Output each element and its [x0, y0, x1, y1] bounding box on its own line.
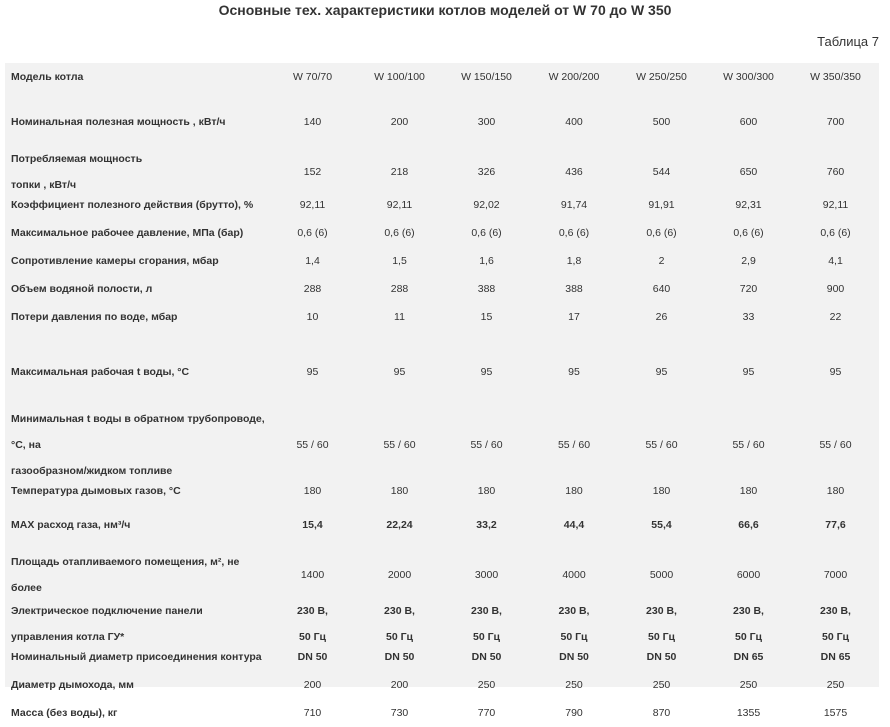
value-cell — [356, 671, 443, 699]
header-model-cell: W 200/200 — [548, 71, 600, 83]
value-cell — [443, 247, 530, 275]
value-line: 300 — [477, 116, 496, 128]
value-cell — [530, 191, 618, 219]
value-line: 55 / 60 — [557, 439, 591, 451]
value-cell — [618, 413, 705, 477]
header-model-cell: W 70/70 — [292, 71, 333, 83]
row-label-cell — [5, 247, 269, 275]
value-line: 66,6 — [738, 519, 759, 531]
row-label-line: °С, на — [11, 439, 41, 451]
row-label-line: Коэффициент полезного действия (брутто), % — [11, 199, 254, 211]
value-line: 55 / 60 — [296, 439, 329, 451]
value-cell — [792, 153, 879, 191]
value-line: DN 50 — [646, 651, 677, 663]
row-label-line: газообразном/жидком топливе — [11, 465, 173, 477]
value-cell — [356, 303, 443, 331]
value-cell — [530, 219, 618, 247]
value-cell — [618, 477, 705, 505]
row-label-line: Максимальное рабочее давление, МПа (бар) — [11, 227, 244, 239]
value-cell — [792, 671, 879, 699]
value-line: 720 — [739, 283, 758, 295]
row-label-line: Электрическое подключение панели — [11, 605, 203, 617]
value-cell — [792, 545, 879, 605]
value-line: 180 — [303, 485, 322, 497]
value-cell — [269, 699, 356, 727]
value-line: 95 — [742, 366, 755, 378]
row-label-cell — [5, 91, 269, 153]
value-line: 230 В, — [820, 605, 851, 617]
table-row — [5, 699, 879, 727]
value-line: 230 В, — [646, 605, 677, 617]
value-cell — [356, 413, 443, 477]
value-cell — [269, 505, 356, 545]
header-model-cell: W 100/100 — [374, 71, 425, 83]
value-cell — [705, 275, 792, 303]
value-cell — [530, 91, 618, 153]
value-line: 7000 — [823, 569, 848, 581]
value-cell — [269, 545, 356, 605]
value-line: 33,2 — [476, 519, 497, 531]
value-cell — [443, 413, 530, 477]
value-line: 650 — [739, 166, 758, 178]
value-cell — [269, 303, 356, 331]
value-cell — [618, 153, 705, 191]
value-line: 600 — [739, 116, 758, 128]
value-line: 140 — [303, 116, 322, 128]
value-line: 33 — [742, 311, 755, 323]
value-cell — [530, 671, 618, 699]
value-cell — [792, 275, 879, 303]
value-cell — [443, 505, 530, 545]
value-line: 0,6 (6) — [733, 227, 764, 239]
value-line: 288 — [303, 283, 322, 295]
row-label-cell — [5, 303, 269, 331]
value-cell — [792, 91, 879, 153]
value-cell — [356, 605, 443, 643]
value-cell — [705, 477, 792, 505]
value-line: 250 — [652, 679, 671, 691]
value-line: 760 — [826, 166, 845, 178]
value-cell — [792, 605, 879, 643]
value-line: 230 В, — [384, 605, 415, 617]
value-line: 55,4 — [651, 519, 672, 531]
row-label-line: Потребляемая мощность — [11, 153, 143, 165]
table-row — [5, 505, 879, 545]
value-line: 180 — [826, 485, 845, 497]
value-line: 91,91 — [648, 199, 675, 211]
value-line: 26 — [655, 311, 668, 323]
row-label-cell — [5, 699, 269, 727]
value-cell — [443, 545, 530, 605]
value-cell — [705, 699, 792, 727]
value-line: 180 — [477, 485, 496, 497]
value-line: 50 Гц — [821, 631, 849, 643]
header-model-cell: W 350/350 — [810, 71, 861, 83]
value-cell — [705, 153, 792, 191]
row-label-cell — [5, 191, 269, 219]
table-caption: Таблица 7 — [817, 34, 879, 49]
value-cell — [705, 91, 792, 153]
value-line: DN 50 — [559, 651, 589, 663]
value-line: 250 — [739, 679, 758, 691]
value-line: 55 / 60 — [645, 439, 678, 451]
value-cell — [443, 219, 530, 247]
value-cell — [618, 545, 705, 605]
value-line: 15 — [480, 311, 493, 323]
value-cell — [269, 153, 356, 191]
value-cell — [269, 331, 356, 413]
value-cell — [269, 91, 356, 153]
row-label-cell — [5, 545, 269, 605]
row-label-cell — [5, 413, 269, 477]
value-line: 6000 — [736, 569, 761, 581]
value-cell — [269, 247, 356, 275]
specs-table-container — [5, 63, 879, 719]
value-cell — [443, 671, 530, 699]
value-line: 77,6 — [825, 519, 846, 531]
value-line: DN 65 — [820, 651, 851, 663]
row-label-line: MAX расход газа, нм³/ч — [11, 519, 131, 531]
value-line: 50 Гц — [472, 631, 500, 643]
value-cell — [269, 413, 356, 477]
value-cell — [705, 413, 792, 477]
value-cell — [530, 275, 618, 303]
value-cell — [530, 505, 618, 545]
header-model-cell: W 300/300 — [723, 71, 774, 83]
value-line: 288 — [390, 283, 409, 295]
row-label-line: Максимальная рабочая t воды, °С — [11, 366, 190, 378]
value-line: 180 — [652, 485, 671, 497]
table-row — [5, 331, 879, 413]
value-line: 544 — [652, 166, 671, 178]
value-line: 4,1 — [828, 255, 843, 267]
row-label-line: Температура дымовых газов, °С — [11, 485, 181, 497]
page-title: Основные тех. характеристики котлов моделей от W 70 до W 350 — [218, 2, 672, 18]
value-cell — [705, 643, 792, 671]
value-cell — [792, 331, 879, 413]
value-line: 50 Гц — [647, 631, 675, 643]
value-cell — [792, 191, 879, 219]
value-line: 95 — [568, 366, 580, 378]
value-cell — [443, 275, 530, 303]
value-cell — [705, 605, 792, 643]
value-line: 500 — [652, 116, 671, 128]
value-line: 91,74 — [560, 199, 588, 211]
value-line: 180 — [739, 485, 758, 497]
value-line: 0,6 (6) — [558, 227, 590, 239]
table-row — [5, 643, 879, 671]
value-cell — [356, 275, 443, 303]
row-label-line: Номинальный диаметр присоединения контура — [11, 651, 262, 663]
value-line: DN 50 — [384, 651, 415, 663]
value-cell — [269, 275, 356, 303]
value-line: 50 Гц — [734, 631, 762, 643]
row-label-cell — [5, 605, 269, 643]
value-line: 900 — [826, 283, 845, 295]
row-label-line: Потери давления по воде, мбар — [11, 311, 178, 323]
value-cell — [443, 153, 530, 191]
value-line: 0,6 (6) — [820, 227, 851, 239]
value-cell — [792, 303, 879, 331]
value-line: 0,6 (6) — [646, 227, 677, 239]
value-line: 180 — [390, 485, 409, 497]
row-label-cell — [5, 219, 269, 247]
value-line: 95 — [393, 366, 406, 378]
value-line: 2 — [658, 255, 665, 267]
specs-table — [5, 63, 879, 727]
value-cell — [705, 219, 792, 247]
value-cell — [530, 699, 618, 727]
value-cell — [443, 477, 530, 505]
value-line: 92,31 — [735, 199, 762, 211]
value-line: 10 — [306, 311, 319, 323]
value-line: 95 — [306, 366, 319, 378]
value-line: 15,4 — [302, 519, 323, 531]
value-line: 870 — [652, 707, 671, 719]
value-line: 1,5 — [392, 255, 407, 267]
value-cell — [530, 331, 618, 413]
value-line: 95 — [480, 366, 493, 378]
value-cell — [530, 247, 618, 275]
value-cell — [618, 699, 705, 727]
value-cell — [269, 477, 356, 505]
value-cell — [443, 191, 530, 219]
value-line: 250 — [565, 679, 583, 691]
value-cell — [618, 219, 705, 247]
row-label-line: управления котла ГУ* — [11, 631, 125, 643]
value-line: 710 — [303, 707, 322, 719]
value-cell — [269, 219, 356, 247]
value-cell — [356, 91, 443, 153]
value-line: 55 / 60 — [819, 439, 852, 451]
value-cell — [792, 219, 879, 247]
value-line: 200 — [390, 116, 409, 128]
value-cell — [618, 191, 705, 219]
value-cell — [530, 545, 618, 605]
header-model-cell: W 250/250 — [636, 71, 687, 83]
value-line: 770 — [477, 707, 496, 719]
value-cell — [356, 191, 443, 219]
value-cell — [530, 153, 618, 191]
value-line: 5000 — [649, 569, 674, 581]
row-label-line: топки , кВт/ч — [11, 179, 77, 191]
value-line: 92,11 — [386, 199, 413, 211]
value-line: 400 — [565, 116, 583, 128]
value-line: 92,11 — [299, 199, 326, 211]
value-line: 92,02 — [473, 199, 500, 211]
value-cell — [530, 303, 618, 331]
row-label-line: Объем водяной полости, л — [11, 283, 153, 295]
value-cell — [269, 605, 356, 643]
value-line: 790 — [565, 707, 583, 719]
value-line: 436 — [565, 166, 583, 178]
value-cell — [530, 413, 618, 477]
value-line: 2000 — [387, 569, 412, 581]
value-line: 230 В, — [733, 605, 764, 617]
value-cell — [530, 477, 618, 505]
value-line: 1,4 — [305, 255, 320, 267]
value-line: 1400 — [300, 569, 325, 581]
value-cell — [618, 605, 705, 643]
table-row — [5, 191, 879, 219]
value-cell — [705, 545, 792, 605]
value-line: 22,24 — [386, 519, 413, 531]
header-label-cell: Модель котла — [11, 71, 84, 83]
value-cell — [705, 505, 792, 545]
value-line: 250 — [826, 679, 845, 691]
value-line: 0,6 (6) — [471, 227, 502, 239]
value-line: 0,6 (6) — [297, 227, 328, 239]
row-label-line: Масса (без воды), кг — [11, 707, 118, 719]
value-cell — [705, 671, 792, 699]
value-line: 92,11 — [822, 199, 849, 211]
value-line: DN 50 — [297, 651, 328, 663]
value-line: 55 / 60 — [470, 439, 503, 451]
value-cell — [530, 605, 618, 643]
value-cell — [269, 671, 356, 699]
value-line: 700 — [826, 116, 845, 128]
row-label-cell — [5, 331, 269, 413]
value-cell — [356, 153, 443, 191]
value-cell — [618, 275, 705, 303]
value-cell — [356, 219, 443, 247]
value-cell — [792, 643, 879, 671]
value-line: 180 — [565, 485, 583, 497]
row-label-cell — [5, 477, 269, 505]
value-line: 17 — [568, 311, 580, 323]
value-cell — [618, 643, 705, 671]
table-row — [5, 303, 879, 331]
value-cell — [618, 247, 705, 275]
row-label-cell — [5, 153, 269, 191]
table-row — [5, 605, 879, 643]
value-line: DN 65 — [733, 651, 764, 663]
value-line: 0,6 (6) — [384, 227, 415, 239]
value-line: 152 — [303, 166, 322, 178]
value-cell — [443, 699, 530, 727]
table-row — [5, 219, 879, 247]
value-line: 1,6 — [479, 255, 494, 267]
value-cell — [443, 331, 530, 413]
value-cell — [705, 303, 792, 331]
table-row — [5, 91, 879, 153]
header-model-cell: W 150/150 — [461, 71, 512, 83]
value-line: 95 — [829, 366, 842, 378]
value-line: 388 — [477, 283, 496, 295]
table-row — [5, 275, 879, 303]
value-line: 44,4 — [563, 519, 585, 531]
row-label-cell — [5, 275, 269, 303]
value-line: 95 — [655, 366, 668, 378]
value-cell — [443, 605, 530, 643]
value-cell — [443, 643, 530, 671]
value-cell — [618, 505, 705, 545]
value-cell — [356, 477, 443, 505]
value-cell — [530, 643, 618, 671]
value-cell — [356, 699, 443, 727]
value-line: 218 — [390, 166, 409, 178]
value-cell — [618, 91, 705, 153]
value-line: 230 В, — [558, 605, 590, 617]
row-label-cell — [5, 505, 269, 545]
value-line: 1,8 — [566, 255, 582, 267]
value-line: 1575 — [823, 707, 848, 719]
value-cell — [705, 247, 792, 275]
value-line: 50 Гц — [385, 631, 413, 643]
value-line: 50 Гц — [298, 631, 326, 643]
value-line: 2,9 — [741, 255, 756, 267]
table-header-row — [5, 63, 879, 91]
row-label-line: Сопротивление камеры сгорания, мбар — [11, 255, 219, 267]
value-cell — [705, 331, 792, 413]
value-cell — [269, 643, 356, 671]
value-cell — [356, 247, 443, 275]
value-line: 11 — [394, 311, 405, 323]
row-label-line: более — [11, 582, 42, 594]
value-cell — [618, 303, 705, 331]
value-cell — [443, 91, 530, 153]
value-cell — [356, 331, 443, 413]
value-cell — [792, 477, 879, 505]
value-cell — [269, 191, 356, 219]
value-line: 200 — [390, 679, 409, 691]
value-line: 1355 — [736, 707, 761, 719]
value-line: 55 / 60 — [383, 439, 416, 451]
value-cell — [792, 413, 879, 477]
table-row — [5, 671, 879, 699]
value-line: 200 — [303, 679, 322, 691]
table-row — [5, 413, 879, 477]
table-row — [5, 477, 879, 505]
value-cell — [792, 699, 879, 727]
value-line: 388 — [565, 283, 583, 295]
row-label-line: Диаметр дымохода, мм — [11, 679, 134, 691]
value-line: 3000 — [474, 569, 499, 581]
value-line: 50 Гц — [560, 631, 588, 643]
table-row — [5, 545, 879, 605]
value-line: 4000 — [562, 569, 586, 581]
value-cell — [618, 671, 705, 699]
value-line: 730 — [390, 707, 409, 719]
table-row — [5, 153, 879, 191]
value-cell — [792, 505, 879, 545]
value-line: 250 — [477, 679, 496, 691]
value-line: 230 В, — [297, 605, 328, 617]
value-line: DN 50 — [471, 651, 502, 663]
value-cell — [705, 191, 792, 219]
value-line: 22 — [829, 311, 842, 323]
value-cell — [356, 505, 443, 545]
row-label-line: Площадь отапливаемого помещения, м², не — [11, 556, 240, 568]
value-line: 55 / 60 — [732, 439, 765, 451]
table-row — [5, 247, 879, 275]
value-cell — [356, 643, 443, 671]
row-label-cell — [5, 671, 269, 699]
value-cell — [356, 545, 443, 605]
row-label-line: Минимальная t воды в обратном трубопроводе, — [11, 413, 265, 425]
value-line: 640 — [652, 283, 671, 295]
row-label-cell — [5, 643, 269, 671]
value-line: 326 — [477, 166, 496, 178]
row-label-line: Номинальная полезная мощность , кВт/ч — [11, 116, 226, 128]
value-cell — [443, 303, 530, 331]
value-cell — [792, 247, 879, 275]
value-line: 230 В, — [471, 605, 502, 617]
value-cell — [618, 331, 705, 413]
